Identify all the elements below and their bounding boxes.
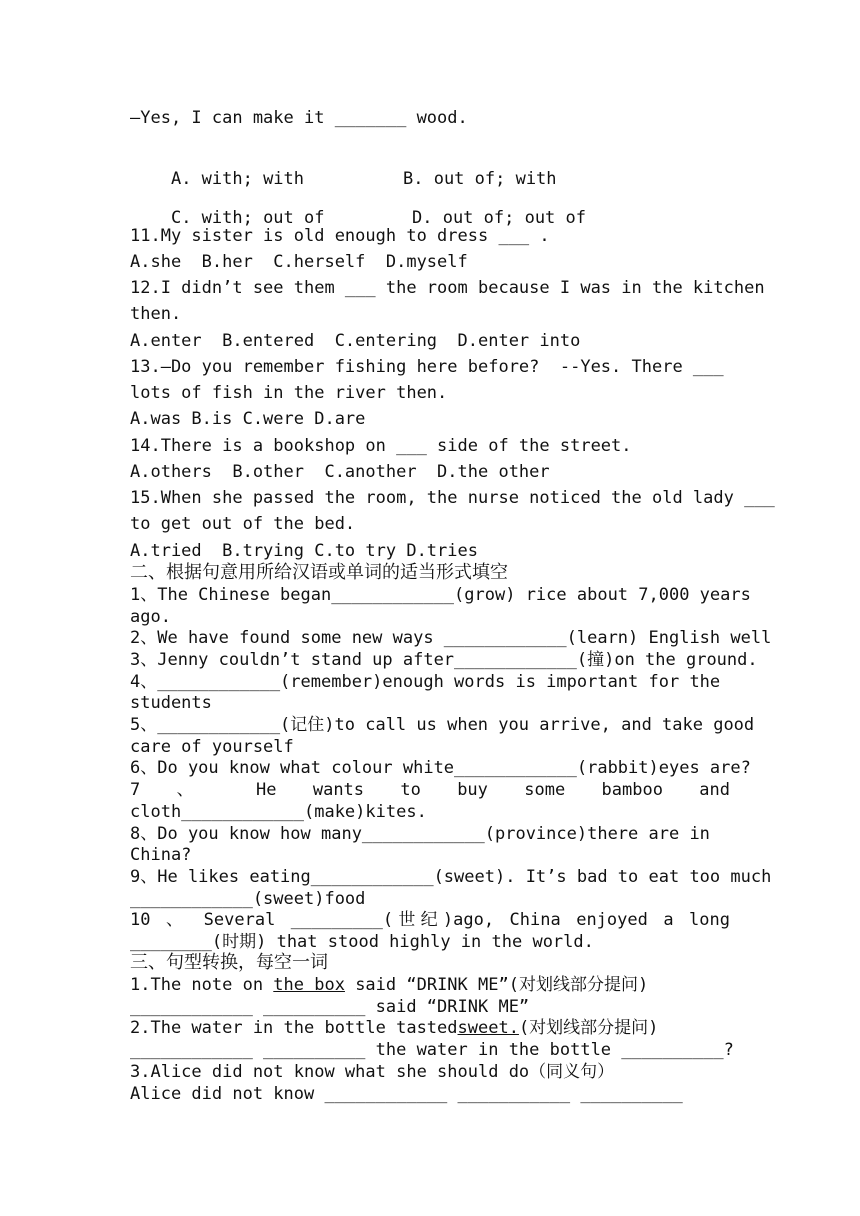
section2-item: 9、He likes eating____________(sweet). It’s bad to eat too much — [130, 867, 772, 887]
q15-stem-2: to get out of the bed. — [130, 514, 356, 534]
section3-q1-answer: ____________ __________ said “DRINK ME” — [130, 997, 530, 1017]
q12-stem-1: 12.I didn’t see them ___ the room because I was in the kitchen — [130, 278, 765, 298]
q12-options: A.enter B.entered C.entering D.enter into — [130, 331, 581, 351]
q10-option-b: B. out of; with — [403, 169, 557, 189]
section3-q3-answer: Alice did not know ____________ ___________ __________ — [130, 1084, 683, 1104]
section2-heading: 二、根据句意用所给汉语或单词的适当形式填空 — [130, 562, 508, 583]
section3-q3-stem: 3.Alice did not know what she should do（同义句） — [130, 1062, 615, 1082]
section3-q2-answer: ____________ __________ the water in the bottle __________? — [130, 1040, 734, 1060]
section2-item: 3、Jenny couldn’t stand up after____________(撞)on the ground. — [130, 650, 758, 670]
section2-item: ____________(sweet)food — [130, 889, 366, 909]
section2-item: 1、The Chinese began____________(grow) rice about 7,000 years — [130, 585, 751, 605]
section2-item: 5、____________(记住)to call us when you arrive, and take good — [130, 715, 755, 735]
section2-item: 4、____________(remember)enough words is important for the — [130, 672, 721, 692]
q10-option-c: C. with; out of — [170, 208, 325, 228]
section2-item: ago. — [130, 607, 171, 627]
q11-options: A.she B.her C.herself D.myself — [130, 252, 468, 272]
section2-item: 2、We have found some new ways ____________(learn) English well — [130, 628, 772, 648]
q10-option-d: D. out of; out of — [412, 208, 586, 228]
q2-suffix: (对划线部分提问) — [518, 1018, 659, 1038]
q14-options: A.others B.other C.another D.the other — [130, 462, 550, 482]
section2-item: students — [130, 693, 212, 713]
q13-options: A.was B.is C.were D.are — [130, 409, 366, 429]
q1-suffix: said “DRINK ME”(对划线部分提问) — [344, 975, 649, 995]
q10-answer-line: —Yes, I can make it _______ wood. — [130, 108, 468, 128]
section2-item: 6、Do you know what colour white____________(rabbit)eyes are? — [130, 758, 751, 778]
section2-item: 8、Do you know how many____________(province)there are in — [130, 824, 710, 844]
q10-option-a: A. with; with — [170, 169, 305, 189]
q1-underlined-phrase: the box — [273, 975, 345, 995]
q11-stem: 11.My sister is old enough to dress ___ . — [130, 226, 550, 246]
section2-item: cloth____________(make)kites. — [130, 802, 427, 822]
q13-stem-1: 13.—Do you remember fishing here before? --Yes. There ___ — [130, 357, 724, 377]
section3-q2-stem — [130, 1017, 730, 1039]
q15-stem-1: 15.When she passed the room, the nurse noticed the old lady ___ — [130, 488, 775, 508]
section2-item: 7 、 He wants to buy some bamboo and — [130, 780, 730, 800]
q2-prefix: 2.The water in the bottle tasted — [130, 1018, 458, 1038]
section3-q1-stem — [130, 974, 730, 996]
q15-options: A.tried B.trying C.to try D.tries — [130, 541, 478, 561]
section2-item: China? — [130, 845, 192, 865]
q2-underlined-word: sweet. — [457, 1018, 519, 1038]
section2-item: 10 、 Several _________(世纪)ago, China enjoyed a long — [130, 910, 730, 930]
q13-stem-2: lots of fish in the river then. — [130, 383, 448, 403]
section2-item: care of yourself — [130, 737, 294, 757]
section3-heading: 三、句型转换，每空一词 — [130, 952, 328, 973]
q12-stem-2: then. — [130, 304, 182, 324]
section2-item: ________(时期) that stood highly in the world. — [130, 932, 594, 952]
q1-prefix: 1.The note on — [130, 975, 274, 995]
q14-stem: 14.There is a bookshop on ___ side of the street. — [130, 436, 632, 456]
